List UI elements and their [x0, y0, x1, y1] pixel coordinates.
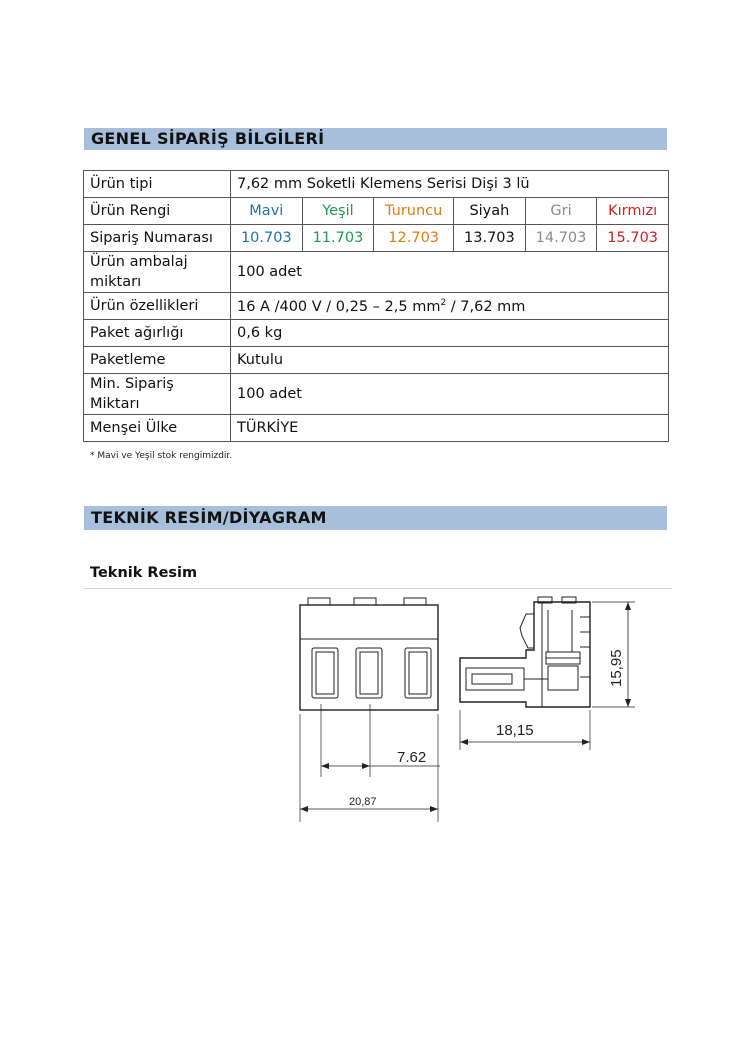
- order-code-gri: 14.703: [525, 225, 597, 252]
- product-color-label: Ürün Rengi: [84, 198, 231, 225]
- technical-drawing: [290, 592, 640, 824]
- dim-pitch-label: 7.62: [397, 749, 427, 766]
- section-header-technical-drawing: TEKNİK RESİM/DİYAGRAM: [84, 506, 667, 530]
- packaging-value: Kutulu: [231, 347, 669, 374]
- order-code-siyah: 13.703: [454, 225, 526, 252]
- features-value-sup: 2: [440, 297, 447, 308]
- order-info-table: [83, 170, 669, 442]
- package-qty-label-line1: Ürün ambalaj: [90, 254, 188, 270]
- weight-value: 0,6 kg: [231, 320, 669, 347]
- min-order-label-line2: Miktarı: [90, 396, 140, 412]
- order-code-turuncu: 12.703: [374, 225, 454, 252]
- order-number-label: Sipariş Numarası: [84, 225, 231, 252]
- table-row: [84, 320, 669, 347]
- color-name-siyah: Siyah: [454, 198, 526, 225]
- table-row: [84, 374, 669, 415]
- features-label: Ürün özellikleri: [84, 293, 231, 320]
- table-row: [84, 415, 669, 442]
- dim-height-label: 15,95: [608, 649, 625, 687]
- table-row: [84, 252, 669, 293]
- min-order-label-line1: Min. Sipariş: [90, 376, 174, 392]
- features-value-suffix: / 7,62 mm: [446, 298, 526, 315]
- origin-value: TÜRKİYE: [231, 415, 669, 442]
- dim-depth-label: 18,15: [496, 722, 534, 739]
- order-code-mavi: 10.703: [231, 225, 303, 252]
- package-qty-value: 100 adet: [231, 252, 669, 293]
- color-name-yesil: Yeşil: [302, 198, 374, 225]
- color-name-kirmizi: Kırmızı: [597, 198, 669, 225]
- table-row: [84, 293, 669, 320]
- subtitle-divider: [84, 588, 672, 589]
- order-code-kirmizi: 15.703: [597, 225, 669, 252]
- table-row: [84, 347, 669, 374]
- features-value-main: 16 A /400 V / 0,25 – 2,5 mm: [237, 298, 441, 315]
- technical-drawing-subtitle: Teknik Resim: [90, 565, 198, 581]
- dim-width-label: 20,87: [349, 796, 377, 808]
- color-name-mavi: Mavi: [231, 198, 303, 225]
- front-view: [300, 598, 440, 822]
- weight-label: Paket ağırlığı: [84, 320, 231, 347]
- table-row: [84, 171, 669, 198]
- features-value: [231, 293, 669, 320]
- product-type-label: Ürün tipi: [84, 171, 231, 198]
- origin-label: Menşei Ülke: [84, 415, 231, 442]
- section-header-general-order-info: GENEL SİPARİŞ BİLGİLERİ: [84, 128, 667, 150]
- table-row: [84, 225, 669, 252]
- product-type-value: 7,62 mm Soketli Klemens Serisi Dişi 3 lü: [231, 171, 669, 198]
- color-name-turuncu: Turuncu: [374, 198, 454, 225]
- package-qty-label: [84, 252, 231, 293]
- min-order-value: 100 adet: [231, 374, 669, 415]
- min-order-label: [84, 374, 231, 415]
- order-code-yesil: 11.703: [302, 225, 374, 252]
- table-row: [84, 198, 669, 225]
- color-name-gri: Gri: [525, 198, 597, 225]
- package-qty-label-line2: miktarı: [90, 274, 142, 290]
- stock-color-note: * Mavi ve Yeşil stok rengimizdir.: [90, 451, 233, 461]
- packaging-label: Paketleme: [84, 347, 231, 374]
